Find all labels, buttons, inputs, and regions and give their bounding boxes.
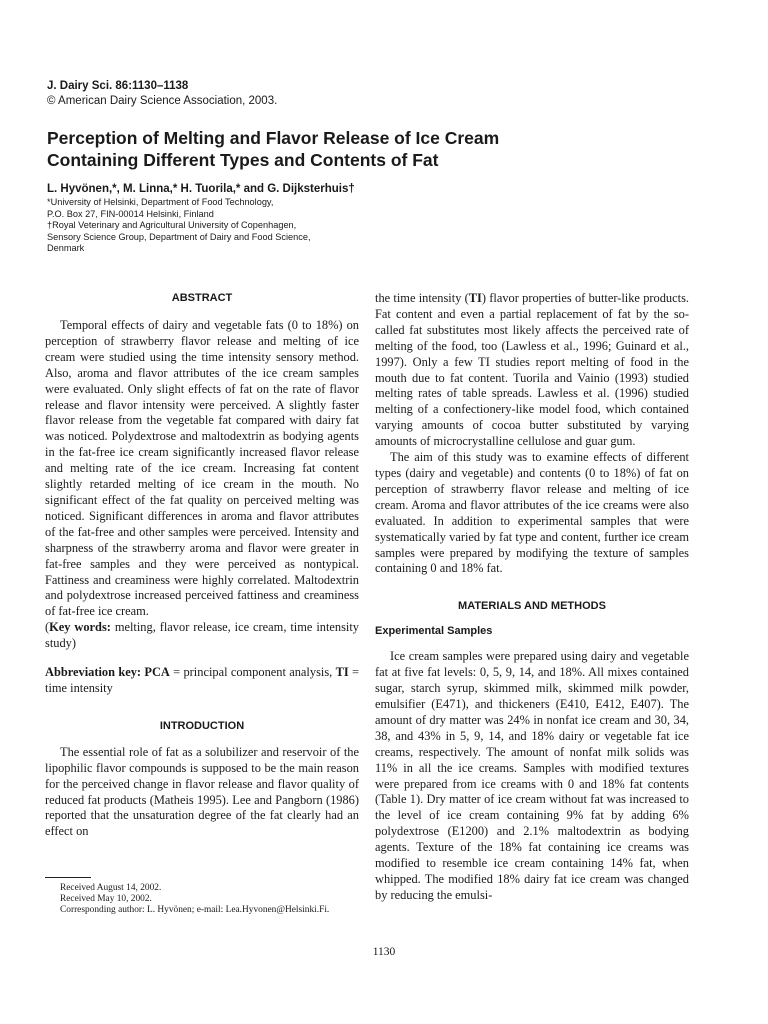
- affiliation-line: Sensory Science Group, Department of Dairy and Food Science,: [47, 231, 311, 242]
- experimental-samples-heading: Experimental Samples: [375, 625, 493, 638]
- left-column: [45, 291, 359, 840]
- affiliations: [47, 197, 311, 255]
- abstract-text: Temporal effects of dairy and vegetable fats (0 to 18%) on perception of strawberry flavor release and melting of ice cream were studied using the time intensity sensory method. Also, aroma and flavor attributes of the ice cream samples were evaluated. Only slight effects of fat on the rate of flavor release and flavor intensity were perceived. A slightly faster flavor release from the vegetable fat compared with dairy fat was noticed. Polydextrose and maltodextrin as bodying agents in the fat-free ice cream significantly increased flavor release and melting rate of the ice cream. Increasing fat content slightly retarded melting of ice cream in the mouth. No significant effect of the fat quality on perceived melting was noticed. Significant differences in aroma and flavor attributes of the fat-free and other samples were perceived. Intensity and sharpness of the strawberry aroma and flavor were greater in fat-free samples and they were perceived as nontypical. Fattiness and creaminess were highly correlated. Maltodextrin and polydextrose increased perceived fattiness and creaminess of fat-free ice cream.: [45, 318, 359, 619]
- abstract-heading: ABSTRACT: [171, 292, 233, 304]
- footnote-accepted: Received May 10, 2002.: [60, 894, 152, 905]
- footnote-received: Received August 14, 2002.: [60, 883, 162, 893]
- title-line-1: Perception of Melting and Flavor Release of Ice Cream: [47, 128, 500, 148]
- methods-heading: MATERIALS AND METHODS: [458, 600, 606, 613]
- keywords-text: melting, flavor release, ice cream, time intensity study): [45, 620, 359, 651]
- abbr-ti-def: = time intensity: [45, 665, 359, 695]
- right-column: [375, 291, 689, 904]
- ti-abbr-inline: TI: [468, 291, 482, 305]
- abbr-ti: TI: [335, 665, 349, 680]
- introduction-continuation: [375, 291, 689, 450]
- keywords-label: Key words:: [49, 620, 111, 635]
- introduction-text: The essential role of fat as a solubilizer and reservoir of the lipophilic flavor compounds is supposed to be the main reason for the perceived change in flavor release and flavor quality of reduced fat products (Matheis 1995). Lee and Pangborn (1986) reported that the unsaturation degree of the fat clearly had an effect on: [45, 744, 359, 839]
- journal-citation: J. Dairy Sci. 86:1130–1138: [47, 80, 189, 92]
- journal-header: [47, 79, 277, 109]
- experimental-samples-text: Ice cream samples were prepared using dairy and vegetable fat at five fat levels: 0, 5, 9, 14, and 18%. All mixes contained sugar, starch syrup, skimmed milk, skimmed milk powder, emulsifier (E471), and thickeners (E410, E412, E407). The amount of dry matter was 24% in nonfat ice cream and 30, 34, 38, and 43% in 5, 9, 14, and 18% dairy or vegetable fat ice creams, respectively. The amount of nonfat milk solids was 11% in all the ice creams. Samples with modified textures were prepared from ice creams with 0 and 18% fat contents (Table 1). Dry matter of ice cream without fat was increased to the level of ice cream containing 9% fat by adding 6% polydextrose (E1200) and 2.1% maltodextrin as bodying agents. Texture of the 18% fat containing ice creams was modified to resemble ice cream containing 14% fat, when whipped. The modified 18% dairy fat ice cream was changed by reducing the emulsi-: [375, 649, 689, 902]
- footnotes: [45, 883, 359, 917]
- keywords-open-paren: (: [45, 620, 50, 635]
- author-list: L. Hyvönen,*, M. Linna,* H. Tuorila,* and G. Dijksterhuis†: [47, 183, 355, 195]
- copyright-text: American Dairy Science Association, 2003.: [58, 95, 278, 107]
- affiliation-line: Denmark: [47, 243, 85, 254]
- affiliation-line: *University of Helsinki, Department of Food Technology,: [47, 197, 274, 207]
- abbr-pca: PCA: [141, 665, 170, 680]
- footnote-divider: [45, 877, 91, 878]
- aim-paragraph: The aim of this study was to examine effects of different types (dairy and vegetable) and contents (0 to 18%) of fat on perception of strawberry flavor release and melting of ice cream. Aroma and flavor attributes of the ice creams were also evaluated. In addition to experimental samples that were systematically varied by fat type and content, further ice cream samples were prepared by modifying the texture of samples containing 0 and 18% fat.: [375, 450, 689, 576]
- footnote-corresponding: Corresponding author: L. Hyvönen; e-mail: Lea.Hyvonen@Helsinki.Fi.: [60, 905, 330, 916]
- page-number: 1130: [372, 946, 396, 958]
- copyright-line: [47, 94, 277, 109]
- abbreviation-label: Abbreviation key:: [45, 665, 142, 680]
- keywords: [45, 620, 359, 652]
- continuation-rest: ) flavor properties of butter-like products. Fat content and even a partial replacement of fat by the so-called fat substitutes most likely affects the perceived rate of melting of the food, too (Lawless et al., 1996; Guinard et al., 1997). Only a few TI studies report melting of food in the mouth due to fat content. Tuorila and Vainio (1993) studied melting rates of table spreads. Lawless et al. (1996) studied melting of a confectionery-like model food, which contained varying amounts of cocoa butter substituted by varying amounts of microcrystalline cellulose and guar gum.: [375, 291, 689, 449]
- copyright-symbol: ©: [47, 95, 56, 107]
- affiliation-line: †Royal Veterinary and Agricultural University of Copenhagen,: [47, 220, 297, 231]
- introduction-heading: INTRODUCTION: [159, 719, 245, 732]
- affiliation-line: P.O. Box 27, FIN-00014 Helsinki, Finland: [47, 208, 214, 219]
- abbreviation-key: [45, 665, 359, 697]
- title-line-2: Containing Different Types and Contents of Fat: [47, 150, 439, 170]
- abbr-pca-def: = principal component analysis,: [169, 665, 336, 680]
- paper-title: [47, 127, 687, 171]
- continuation-start: the time intensity (: [375, 291, 469, 305]
